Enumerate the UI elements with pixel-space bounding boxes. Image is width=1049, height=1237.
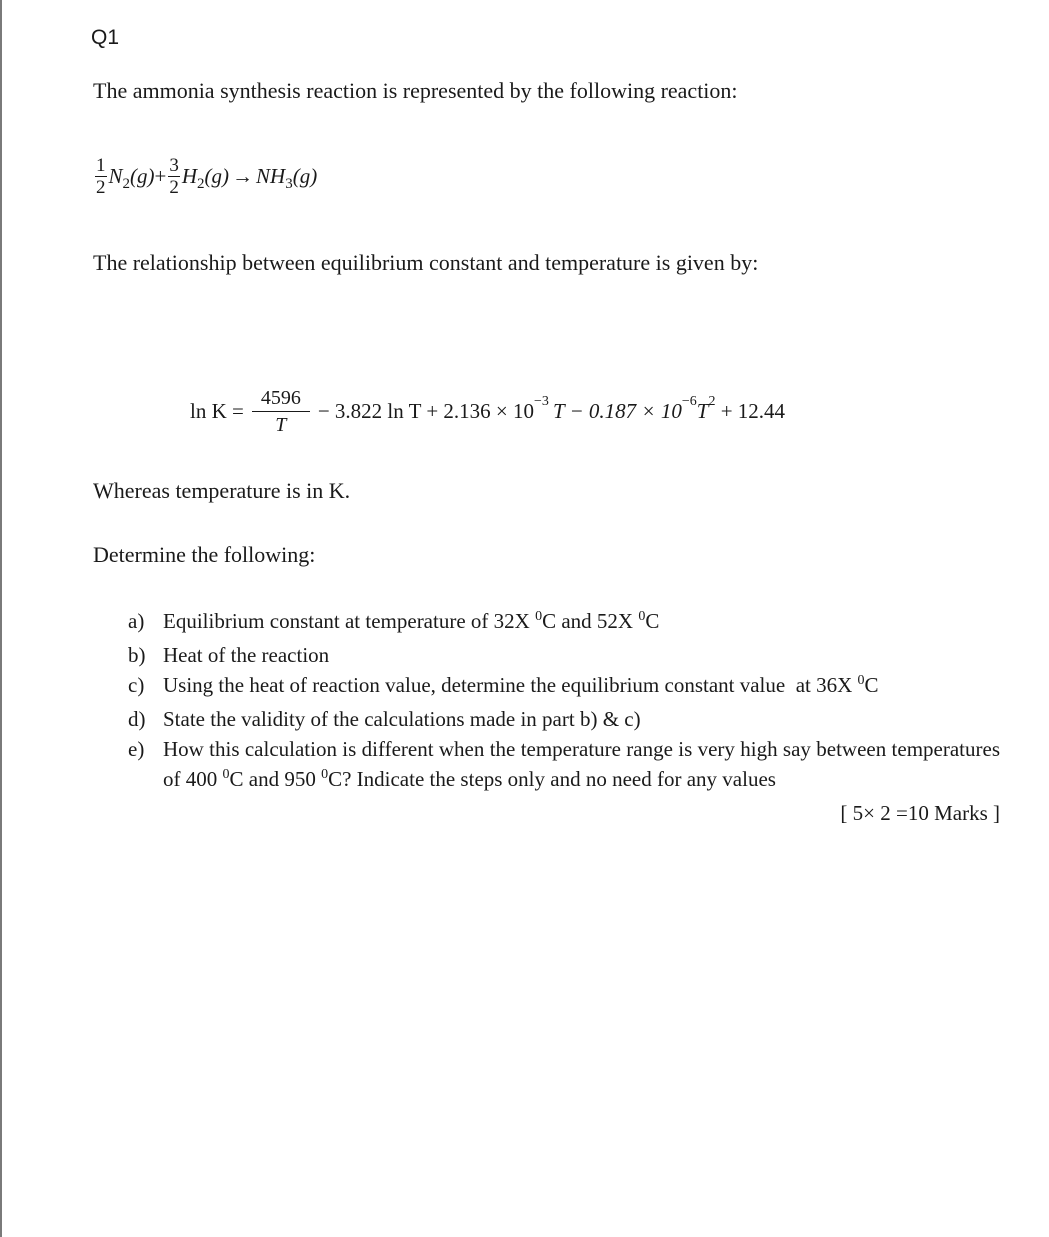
equation-term-2: T − 0.187 × 10 [552, 398, 682, 423]
phase-nh3: (g) [292, 163, 318, 188]
list-item-b: b) Heat of the reaction [128, 643, 330, 667]
plus-sign: + [154, 163, 167, 188]
list-item-c: c) Using the heat of reaction value, determine the equilibrium constant value at 36X $^0$C [128, 673, 879, 697]
reaction-equation [93, 146, 317, 206]
whereas-text: Whereas temperature is in K. [93, 478, 351, 503]
marks-allocation: [ 5× 2 =10 Marks ] [840, 801, 1000, 825]
coefficient-h2: $\frac{3}{2}$ [169, 154, 179, 198]
list-item-e: e) How this calculation is different when the temperature range is very high say between temperatures of 400 $^0$C and 950 $^0$C? Indicate the steps only and no need for any values [128, 737, 1000, 791]
question-label: Q1 [91, 26, 120, 49]
page-left-border [0, 0, 2, 1237]
equation-term-4: + 12.44 [715, 398, 786, 423]
intro-text: The ammonia synthesis reaction is represented by the following reaction: [93, 78, 738, 103]
relationship-text: The relationship between equilibrium constant and temperature is given by: [93, 250, 759, 275]
equation-term-1: − 3.822 ln T + 2.136 × 10 [317, 398, 535, 423]
equation-exponent-1: −3 [534, 394, 549, 409]
phase-n2: (g) [130, 163, 155, 188]
lnk-equation [190, 378, 785, 444]
list-item-d: d) State the validity of the calculations made in part b) & c) [128, 707, 641, 731]
question-list [128, 606, 1000, 828]
phase-h2: (g) [204, 163, 230, 188]
species-nh3: $NH_3$ [256, 163, 293, 192]
equation-fraction: $\frac{4596}{T}$ [252, 388, 310, 435]
reaction-arrow: → [232, 163, 254, 188]
equation-exponent-2: −6 [681, 394, 697, 409]
list-item-a: a) Equilibrium constant at temperature of 32X $^0$C and 52X $^0$C [128, 609, 660, 633]
species-h2: $H_2$ [181, 163, 205, 192]
coefficient-n2: $\frac{1}{2}$ [96, 154, 106, 198]
equation-lhs: ln K = [190, 398, 244, 423]
species-n2: $N_2$ [108, 163, 131, 192]
equation-term-3: T [696, 398, 709, 423]
equation-exponent-3: 2 [708, 394, 716, 409]
determine-text: Determine the following: [93, 542, 316, 567]
